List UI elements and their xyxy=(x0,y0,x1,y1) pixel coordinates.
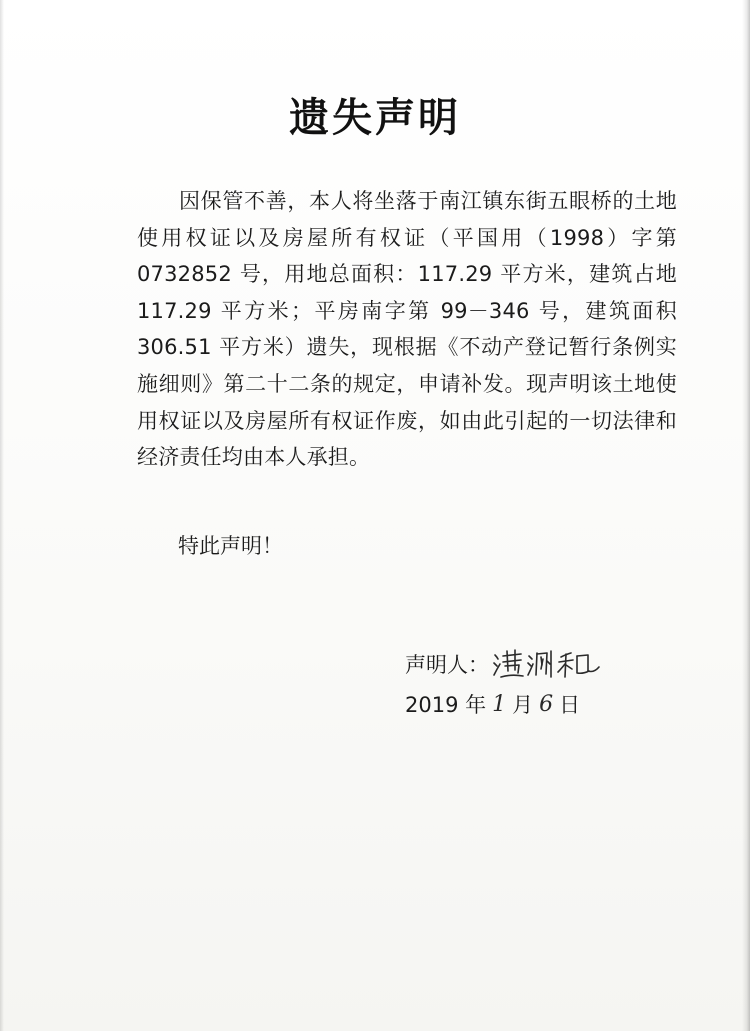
handwritten-signature xyxy=(491,647,603,681)
date-year: 2019 年 xyxy=(405,693,487,717)
date-month-unit: 月 xyxy=(512,693,534,717)
document-title: 遗失声明 xyxy=(289,95,461,141)
declaration-body: 因保管不善，本人将坐落于南江镇东街五眼桥的土地使用权证以及房屋所有权证（平国用（1998）字第0732852 号，用地总面积：117.29 平方米，建筑占地117.29 平方米；平房南字第 99－346 号，建筑面积306.51 平方米）遗失，现根据《不动产登记暂行条例实施细则》第二十二条的规定，申请补发。现声明该土地使用权证以及房屋所有权证作废，如由此引起的一切法律和经济责任均由本人承担。 xyxy=(137,189,677,470)
page-right-edge-shadow xyxy=(742,0,750,1031)
date-day-handwritten: 6 xyxy=(539,691,554,717)
page-left-edge-shadow xyxy=(0,0,4,1031)
declarant-row xyxy=(405,647,603,681)
date-day-unit: 日 xyxy=(559,693,581,717)
signature-text: 湛洲和 xyxy=(491,681,494,682)
closing-statement: 特此声明！ xyxy=(178,534,283,558)
date-month-handwritten: 1 xyxy=(492,691,507,717)
declarant-label: 声明人： xyxy=(405,653,489,677)
declaration-date xyxy=(405,688,582,720)
